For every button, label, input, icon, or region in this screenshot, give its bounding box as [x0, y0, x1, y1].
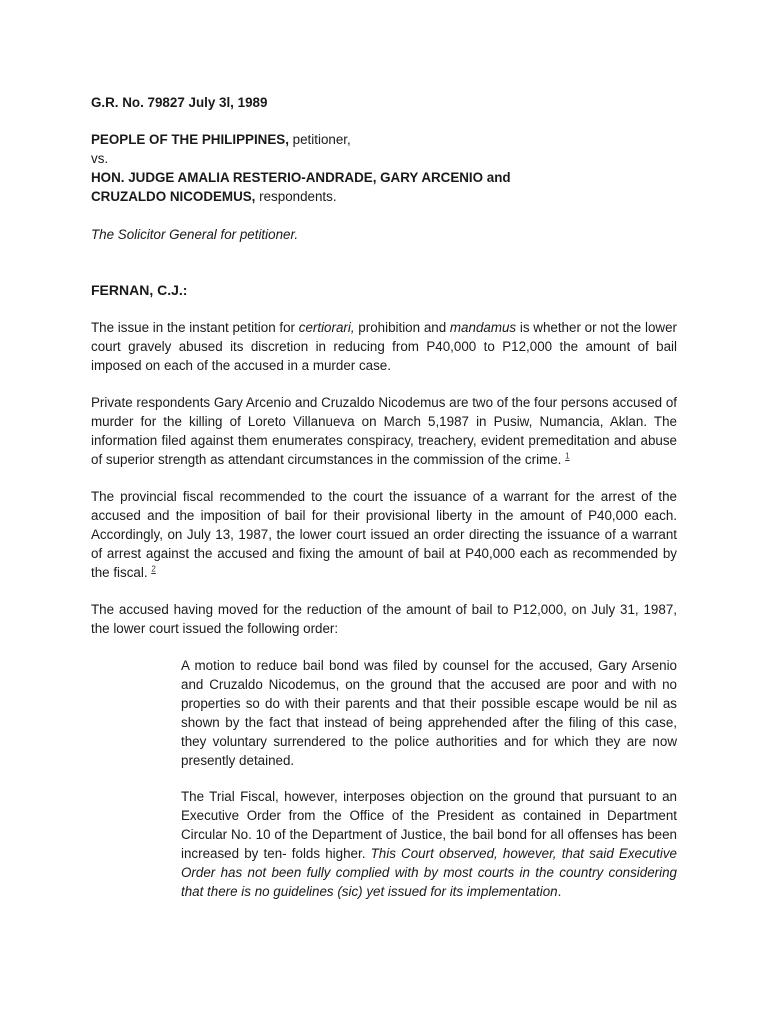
- respondent-role: respondents.: [259, 189, 337, 204]
- petitioner-name: PEOPLE OF THE PHILIPPINES,: [91, 132, 289, 147]
- footnote-link-2[interactable]: 2: [151, 564, 156, 574]
- versus-label: vs.: [91, 151, 109, 166]
- paragraph-3: [91, 487, 677, 582]
- p1-text-c: prohibition and: [354, 320, 450, 335]
- respondents-line: [91, 168, 561, 206]
- q2-end: .: [557, 884, 562, 899]
- paragraph-2: [91, 393, 677, 469]
- p1-mandamus: mandamus: [449, 320, 517, 335]
- quoted-order-paragraph-2: [181, 787, 677, 901]
- counsel-note: The Solicitor General for petitioner.: [91, 227, 299, 242]
- paragraph-4: The accused having moved for the reduction of the amount of bail to P12,000, on July 31, 1987, the lower court issued the following order:: [91, 602, 677, 636]
- ponente-heading: FERNAN, C.J.:: [91, 282, 188, 298]
- petitioner-line: [91, 130, 677, 149]
- case-number-header: G.R. No. 79827 July 3l, 1989: [91, 95, 268, 110]
- p3-text: The provincial fiscal recommended to the court the issuance of a warrant for the arrest of the accused and the imposition of bail for their provisional liberty in the amount of P40,000 each. Accordingly, on July 13, 1987, the lower court issued an order directing the issuance of a warrant of arrest against the accused and fixing the amount of bail at P40,000 each as recommended by the fiscal.: [91, 489, 677, 580]
- p1-certiorari: certiorari,: [298, 320, 355, 335]
- q2-plain-text: The Trial Fiscal, however, interposes objection on the ground that pursuant to an Executive Order from the Office of the President as contained in Department Circular No. 10 of the Department of Justice, the bail bond for all offenses has been increased by ten- folds higher.: [181, 789, 677, 861]
- petitioner-role: petitioner,: [292, 132, 351, 147]
- paragraph-1: [91, 318, 677, 375]
- q2-italic-text: This Court observed, however, that said Executive Order has not been fully complied with by most courts in the country considering that there is no guidelines (sic) yet issued for its implementation: [181, 846, 677, 899]
- p1-text-a: The issue in the instant petition for: [91, 320, 299, 335]
- p1-text-e: is whether or not the lower court gravely abused its discretion in reducing from P40,000 to P12,000 the amount of bail imposed on each of the accused in a murder case.: [91, 320, 677, 373]
- p2-text: Private respondents Gary Arcenio and Cruzaldo Nicodemus are two of the four persons accused of murder for the killing of Loreto Villanueva on March 5,1987 in Pusiw, Numancia, Aklan. The information filed against them enumerates conspiracy, treachery, evident premeditation and abuse of superior strength as attendant circumstances in the commission of the crime.: [91, 395, 677, 467]
- footnote-link-1[interactable]: 1: [565, 451, 570, 461]
- quoted-order-paragraph-1: A motion to reduce bail bond was filed by counsel for the accused, Gary Arsenio and Cruzaldo Nicodemus, on the ground that the accused are poor and with no properties so do with their parents and that their possible escape would be nil as shown by the fact that instead of being apprehended after the filing of this case, they voluntary surrendered to the police authorities and for which they are now presently detained.: [181, 658, 677, 768]
- respondent-names: HON. JUDGE AMALIA RESTERIO-ANDRADE, GARY ARCENIO and CRUZALDO NICODEMUS,: [91, 170, 511, 204]
